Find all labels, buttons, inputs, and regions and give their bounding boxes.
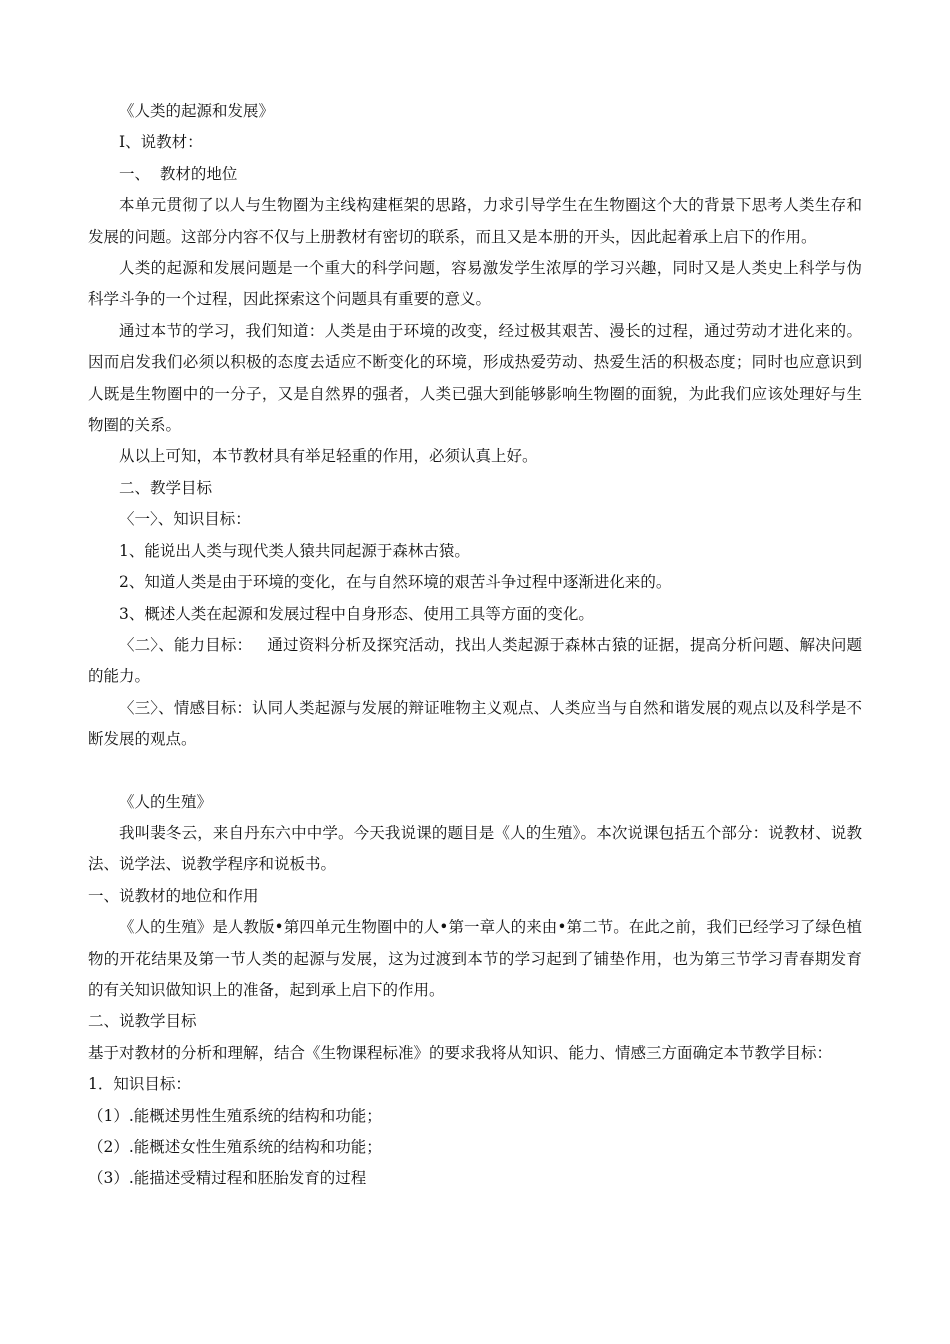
section2-heading: 一、说教材的地位和作用 (88, 886, 259, 905)
section2-heading: 二、说教学目标 (88, 1012, 197, 1031)
section1-paragraph: 本单元贯彻了以人与生物圈为主线构建框架的思路，力求引导学生在生物圈这个大的背景下思考人类生存和发展的问题。这部分内容不仅与上册教材有密切的联系，而且又是本册的开头，因此起着承上启下的作用。 (88, 196, 862, 246)
section1-part-heading: Ⅰ、说教材： (119, 133, 203, 152)
knowledge-goal-item: 2、知道人类是由于环境的变化，在与自然环境的艰苦斗争过程中逐渐进化来的。 (119, 573, 672, 592)
section1-paragraph: 通过本节的学习，我们知道：人类是由于环境的改变，经过极其艰苦、漫长的过程，通过劳动才进化来的。因而启发我们必须以积极的态度去适应不断变化的环境，形成热爱劳动、热爱生活的积极态度；同时也应意识到人既是生物圈中的一分子，又是自然界的强者，人类已强大到能够影响生物圈的面貌，为此我们应该处理好与生物圈的关系。 (88, 321, 862, 435)
knowledge-goal-item: 1、能说出人类与现代类人猿共同起源于森林古猿。 (119, 541, 470, 560)
section1-subheading-position: 一、 教材的地位 (119, 164, 238, 183)
section2-paragraph: 基于对教材的分析和理解，结合《生物课程标准》的要求我将从知识、能力、情感三方面确定本节教学目标： (88, 1043, 833, 1062)
section2-knowledge-heading: 1．知识目标： (88, 1075, 191, 1094)
section2-knowledge-item: （1）.能概述男性生殖系统的结构和功能； (88, 1106, 382, 1125)
ability-goals: 〈二〉、能力目标： 通过资料分析及探究活动，找出人类起源于森林古猿的证据，提高分析问题、解决问题的能力。 (88, 635, 862, 686)
section-spacer (88, 756, 862, 787)
section1-paragraph: 人类的起源和发展问题是一个重大的科学问题，容易激发学生浓厚的学习兴趣，同时又是人类史上科学与伪科学斗争的一个过程，因此探索这个问题具有重要的意义。 (88, 259, 862, 309)
document-body (88, 96, 862, 1195)
section2-title: 《人的生殖》 (119, 792, 213, 811)
section2-intro: 我叫裴冬云，来自丹东六中中学。今天我说课的题目是《人的生殖》。本次说课包括五个部分：说教材、说教法、说学法、说教学程序和说板书。 (88, 823, 862, 874)
knowledge-goals-heading: 〈一〉、知识目标： (119, 510, 251, 529)
section1-paragraph: 从以上可知，本节教材具有举足轻重的作用，必须认真上好。 (119, 447, 538, 466)
knowledge-goal-item: 3、概述人类在起源和发展过程中自身形态、使用工具等方面的变化。 (119, 604, 594, 623)
section2-knowledge-item: （3）.能描述受精过程和胚胎发育的过程 (88, 1169, 367, 1188)
emotion-goals: 〈三〉、情感目标：认同人类起源与发展的辩证唯物主义观点、人类应当与自然和谐发展的观点以及科学是不断发展的观点。 (88, 698, 862, 749)
section2-knowledge-item: （2）.能概述女性生殖系统的结构和功能； (88, 1138, 382, 1156)
section1-title: 《人类的起源和发展》 (119, 102, 275, 120)
section2-paragraph: 《人的生殖》是人教版•第四单元生物圈中的人•第一章人的来由•第二节。在此之前，我们已经学习了绿色植物的开花结果及第一节人类的起源与发展，这为过渡到本节的学习起到了铺垫作用，也为第三节学习青春期发育的有关知识做知识上的准备，起到承上启下的作用。 (88, 918, 862, 999)
section1-subheading-goals: 二、教学目标 (119, 478, 213, 497)
